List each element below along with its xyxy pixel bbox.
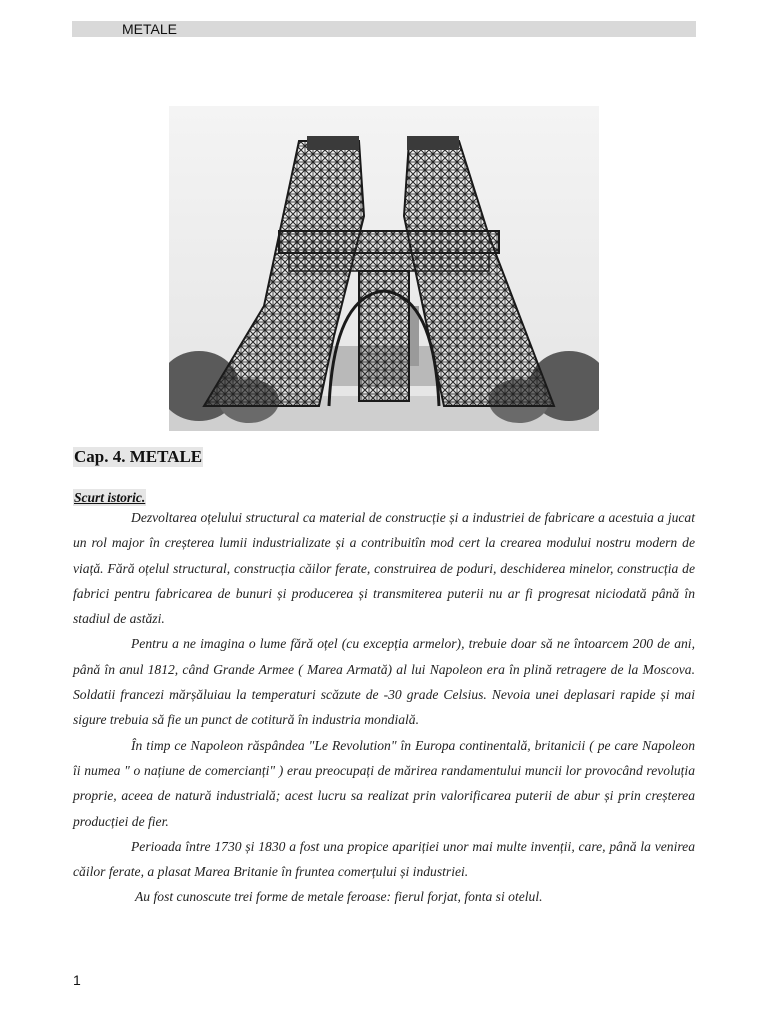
- paragraph: Perioada între 1730 și 1830 a fost una propice apariției unor mai multe invenții, care, până la venirea căilor ferate, a plasat Marea Britanie în fruntea comerțului și industriei.: [73, 838, 695, 880]
- eiffel-tower-construction-photo: [169, 106, 599, 431]
- photo-illustration: [169, 106, 599, 431]
- running-header: [72, 21, 696, 37]
- chapter-title: Cap. 4. METALE: [74, 447, 203, 466]
- paragraph: Dezvoltarea oțelului structural ca material de construcție și a industriei de fabricare a acestuia a jucat un rol major în creșterea lumii industrializate și a contribuitîn mod cert la crearea modului nostru modern de viață. Fără oțelul structural, construcția căilor ferate, construirea de poduri, deschiderea minelor, construcția de fabrici pentru fabricarea de bunuri și producerea și transmiterea puterii nu ar fi progresat niciodată până în stadiul de astăzi.: [73, 510, 695, 627]
- header-title: METALE: [122, 21, 177, 37]
- paragraph: Au fost cunoscute trei forme de metale feroase: fierul forjat, fonta si otelul.: [135, 889, 543, 905]
- body-text: [73, 505, 695, 910]
- paragraph: În timp ce Napoleon răspândea "Le Revolution" în Europa continentală, britanicii ( pe care Napoleon îi numea " o națiune de comercianți" ) erau preocupați de mărirea randamentului muncii lor provocând revoluția proprie, aceea de natură industrială; acest lucru sa realizat prin valorificarea puterii de abur și prin creșterea producției de fier.: [73, 737, 695, 829]
- page-number: 1: [73, 972, 81, 988]
- section-heading: Scurt istoric.: [74, 490, 146, 505]
- paragraph: Pentru a ne imagina o lume fără oțel (cu excepția armelor), trebuie doar să ne întoarcem 200 de ani, până în anul 1812, când Grande Armee ( Marea Armată) al lui Napoleon era în plină retragere de la Moscova. Soldatii francezi mărșăluiau la temperaturi scăzute de -30 grade Celsius. Nevoia unei deplasari rapide și mai sigure trebuia să fie un punct de cotitură în industria mondială.: [73, 636, 695, 728]
